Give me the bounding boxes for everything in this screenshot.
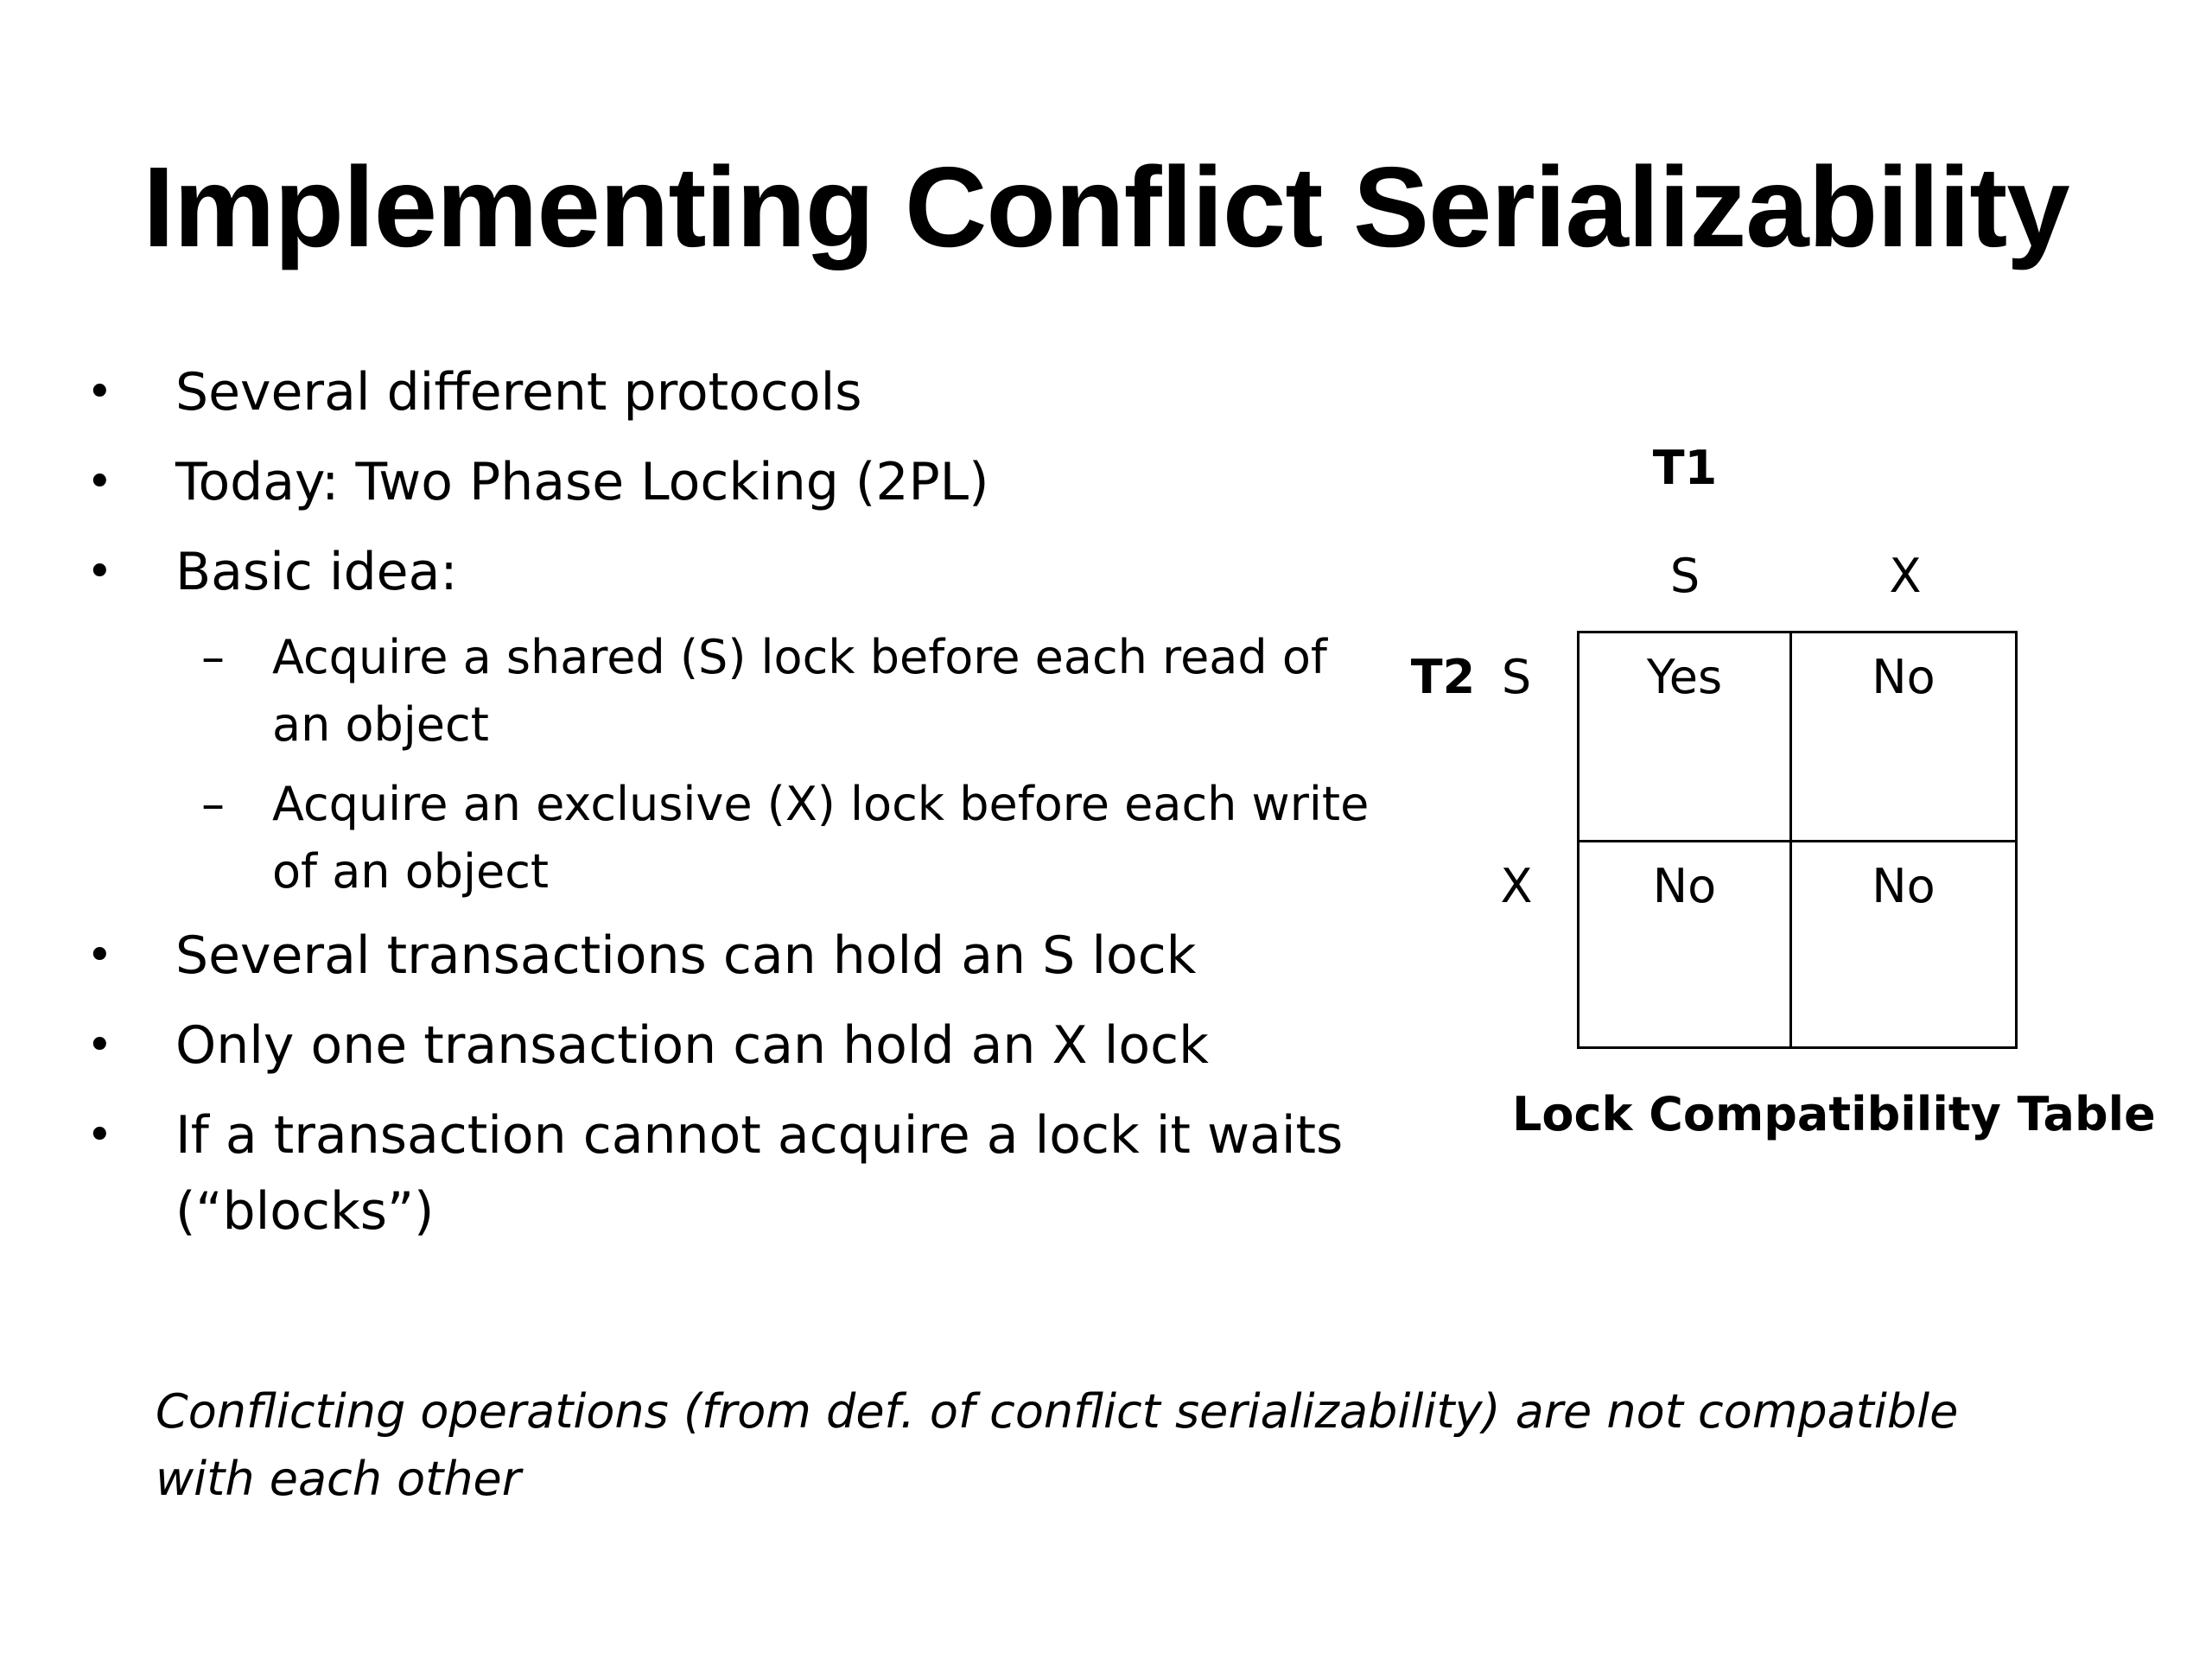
bullet-text: Only one transaction can hold an X lock (175, 1015, 1209, 1076)
bullet-glyph: • (86, 456, 113, 508)
cell-s-x: No (1872, 650, 1936, 704)
bullet-glyph: • (86, 546, 113, 598)
bullet-list (86, 354, 1382, 1263)
bullet-text: Basic idea: (175, 542, 458, 602)
bullet-item (86, 1097, 1382, 1249)
cell-x-x: No (1872, 859, 1936, 913)
cell-s-s: Yes (1646, 650, 1723, 704)
col-header-s: S (1669, 549, 1700, 603)
bullet-glyph: • (86, 930, 113, 982)
slide-title: Implementing Conflict Serializability (143, 143, 2069, 270)
bullet-text: Several transactions can hold an S lock (175, 925, 1197, 986)
row-header-s: S (1501, 650, 1532, 704)
bullet-glyph: • (86, 1109, 113, 1161)
lock-compatibility-diagram (1382, 432, 2160, 1192)
bullet-text: If a transaction cannot acquire a lock it waits (“blocks”) (175, 1105, 1344, 1242)
compatibility-grid (1577, 631, 2018, 1049)
col-header-x: X (1889, 549, 1922, 603)
bullet-glyph: • (86, 1020, 113, 1071)
bullet-item (86, 354, 1382, 430)
row-header-x: X (1500, 859, 1533, 913)
sub-bullet-text: Acquire a shared (S) lock before each read of an object (272, 630, 1327, 752)
bullet-item (86, 918, 1382, 994)
t1-label: T1 (1652, 441, 1718, 495)
table-caption: Lock Compatibility Table (1512, 1087, 2156, 1141)
footnote: Conflicting operations (from def. of conflict serializability) are not compatible with each other (156, 1384, 1959, 1506)
grid-divider (1580, 840, 2015, 842)
bullet-item (86, 1007, 1382, 1084)
bullet-text: Today: Two Phase Locking (2PL) (175, 452, 989, 512)
t2-label: T2 (1410, 650, 1476, 704)
sub-bullet-item (86, 771, 1382, 906)
bullet-text: Several different protocols (175, 362, 862, 423)
bullet-item (86, 534, 1382, 610)
bullet-glyph: • (86, 366, 113, 418)
sub-bullet-item (86, 624, 1382, 759)
cell-x-s: No (1652, 859, 1717, 913)
dash-glyph: – (201, 630, 225, 684)
dash-glyph: – (201, 777, 225, 831)
bullet-item (86, 444, 1382, 520)
sub-bullet-text: Acquire an exclusive (X) lock before each write of an object (272, 777, 1370, 899)
